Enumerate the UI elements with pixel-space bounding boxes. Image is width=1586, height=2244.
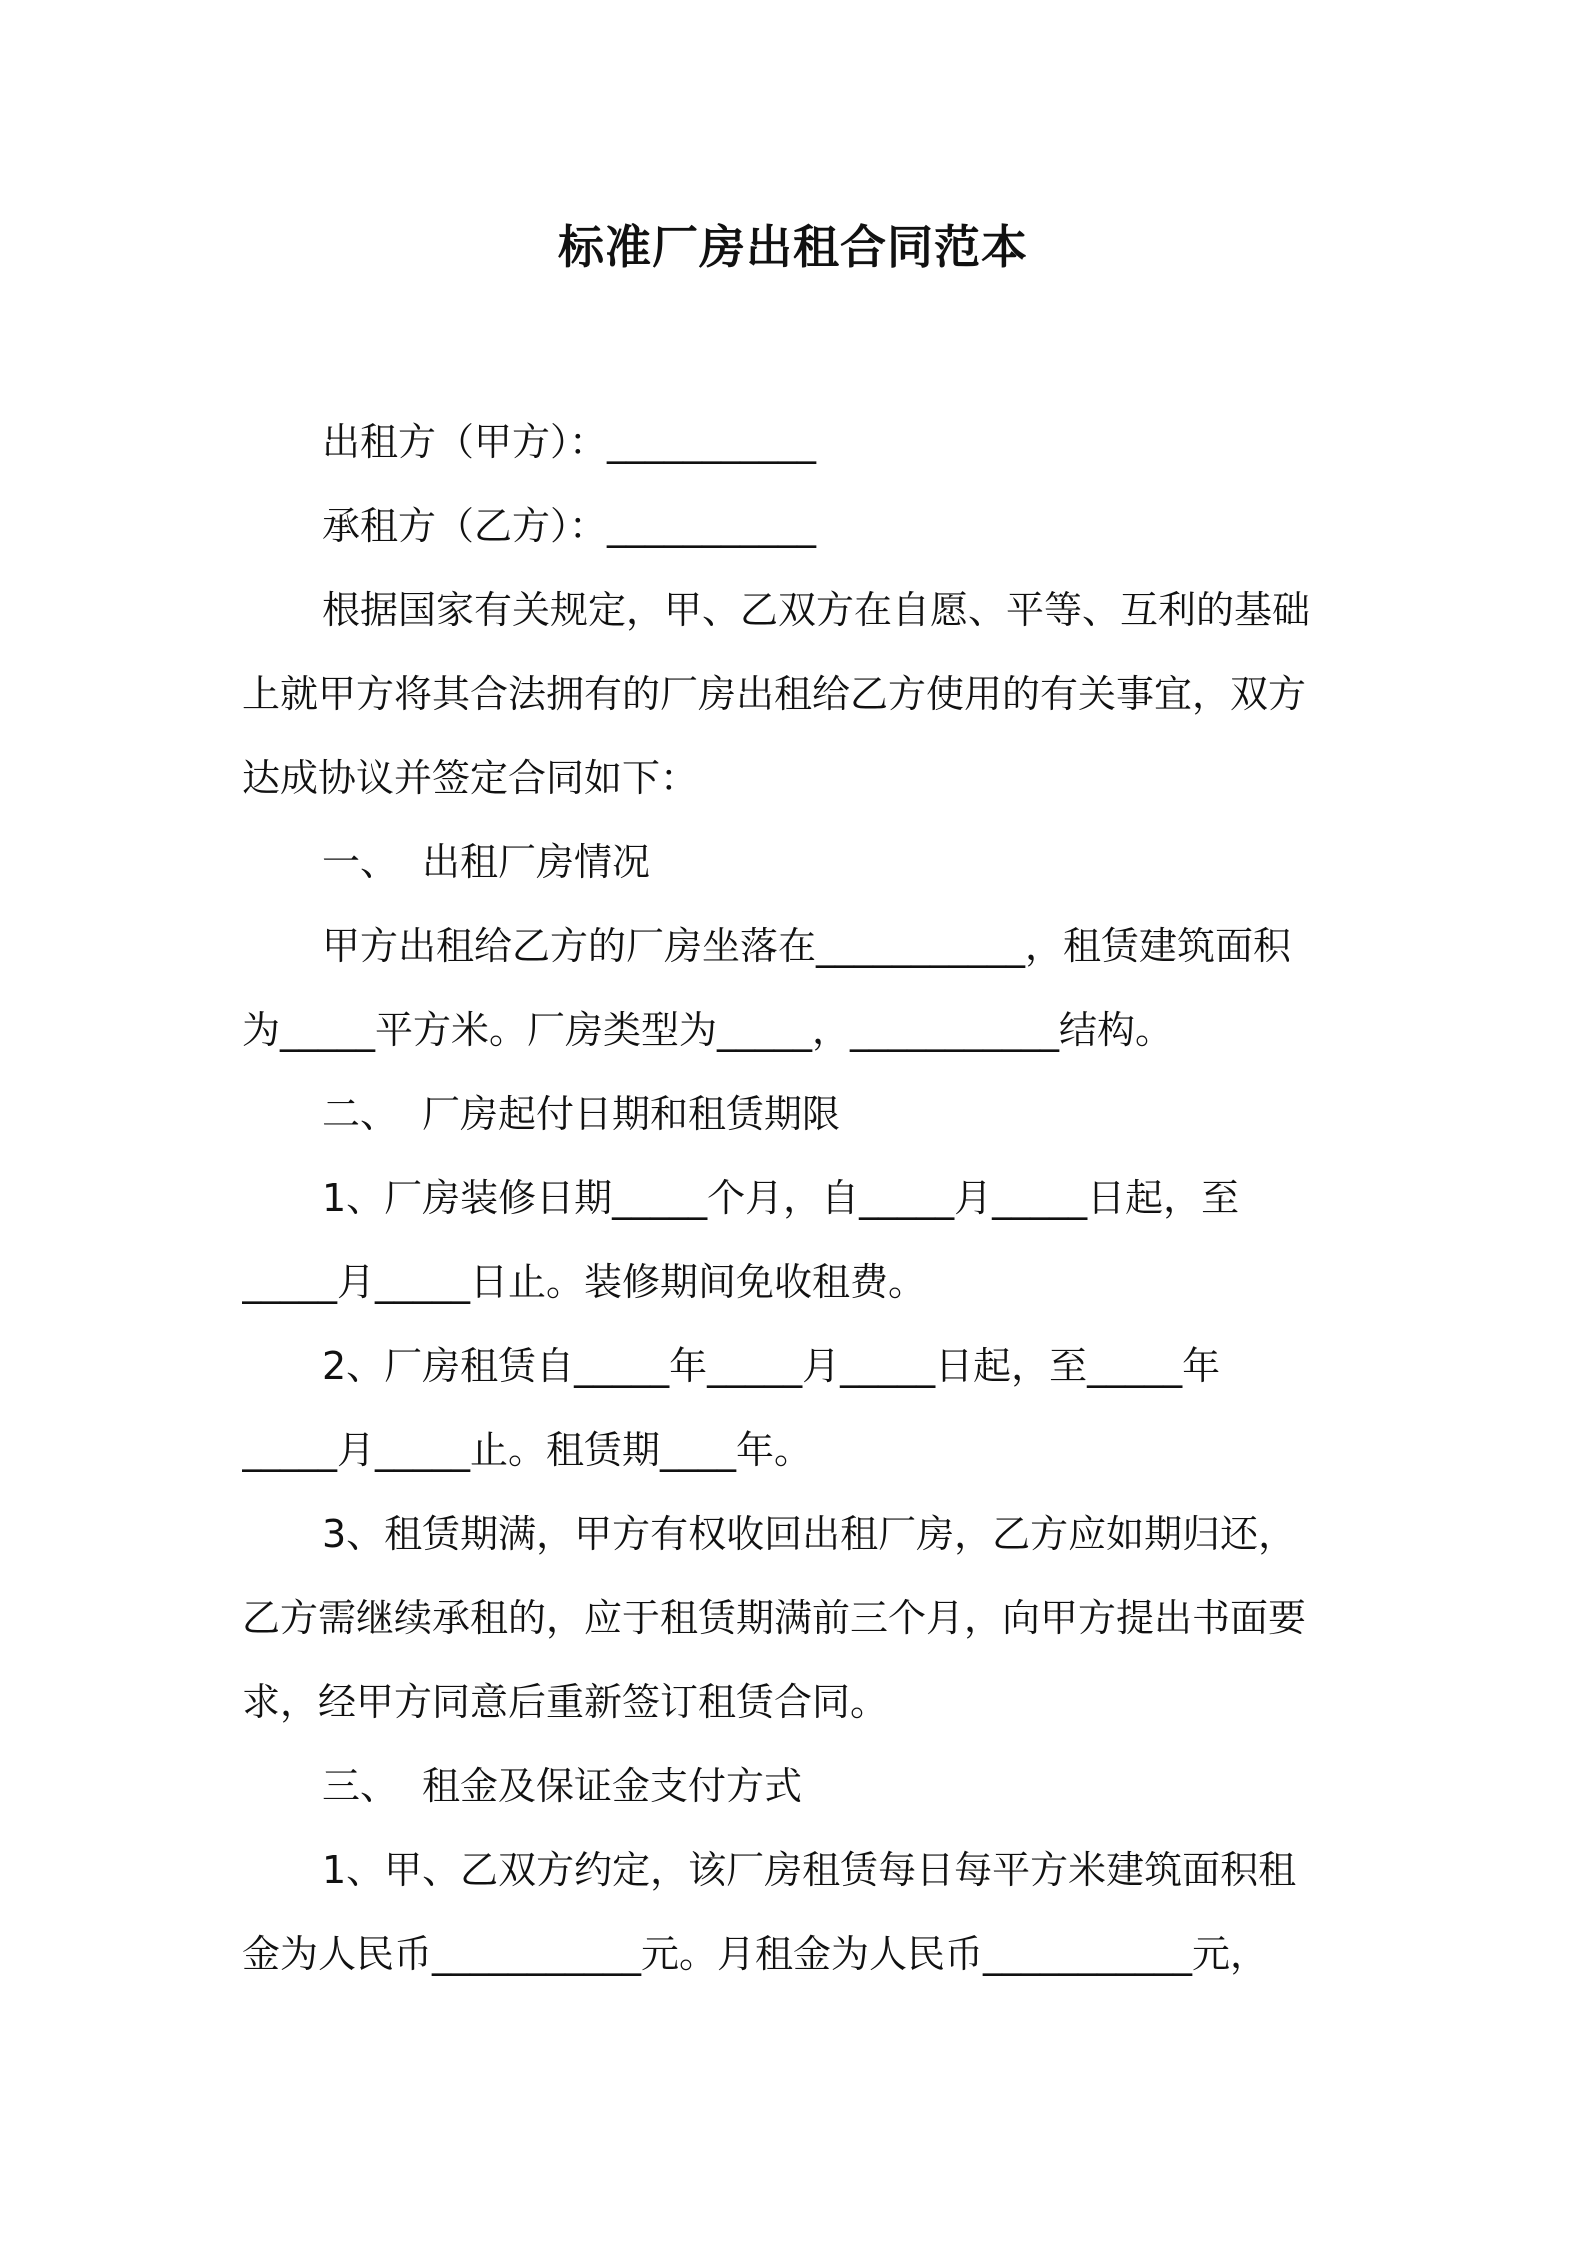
paragraph-line <box>242 1156 1354 1240</box>
paragraph-line <box>242 1912 1354 1996</box>
line-text: 乙方需继续承租的，应于租赁期满前三个月，向甲方提出书面要 <box>242 1596 1307 1640</box>
line-text: 1、厂房装修日期_____个月，自_____月_____日起，至 <box>322 1176 1240 1220</box>
document-body <box>242 400 1354 1996</box>
paragraph-line <box>242 988 1354 1072</box>
section-number: 一、 <box>322 840 399 884</box>
line-text: 厂房起付日期和租赁期限 <box>422 1092 841 1136</box>
line-text: 3、租赁期满，甲方有权收回出租厂房，乙方应如期归还， <box>322 1512 1297 1556</box>
line-text: 达成协议并签定合同如下： <box>242 756 699 800</box>
paragraph-line <box>242 1576 1354 1660</box>
paragraph-line <box>242 1492 1354 1576</box>
section-number: 三、 <box>322 1764 399 1808</box>
paragraph-line <box>242 568 1354 652</box>
paragraph-line <box>242 1240 1354 1324</box>
line-text: 为_____平方米。厂房类型为_____，___________结构。 <box>242 1008 1174 1052</box>
paragraph-line <box>242 1660 1354 1744</box>
line-text: 承租方（乙方）：___________ <box>322 504 817 548</box>
line-text: 出租厂房情况 <box>422 840 651 884</box>
line-text: 上就甲方将其合法拥有的厂房出租给乙方使用的有关事宜，双方 <box>242 672 1307 716</box>
paragraph-line <box>242 1324 1354 1408</box>
line-text: _____月_____止。租赁期____年。 <box>242 1428 813 1472</box>
line-text: 租金及保证金支付方式 <box>422 1764 803 1808</box>
paragraph-line <box>242 484 1354 568</box>
line-text: 根据国家有关规定，甲、乙双方在自愿、平等、互利的基础 <box>322 588 1311 632</box>
line-text: 甲方出租给乙方的厂房坐落在___________，租赁建筑面积 <box>322 924 1292 968</box>
line-text: 求，经甲方同意后重新签订租赁合同。 <box>242 1680 889 1724</box>
paragraph-line <box>242 652 1354 736</box>
line-text: 金为人民币___________元。月租金为人民币___________元， <box>242 1932 1269 1976</box>
document-title: 标准厂房出租合同范本 <box>558 220 1028 274</box>
section-heading <box>242 1072 1354 1156</box>
paragraph-line <box>242 1408 1354 1492</box>
line-text: _____月_____日止。装修期间免收租费。 <box>242 1260 927 1304</box>
paragraph-line <box>242 1828 1354 1912</box>
section-number: 二、 <box>322 1092 399 1136</box>
paragraph-line <box>242 400 1354 484</box>
line-text: 2、厂房租赁自_____年_____月_____日起，至_____年 <box>322 1344 1221 1388</box>
paragraph-line <box>242 904 1354 988</box>
section-heading <box>242 1744 1354 1828</box>
paragraph-line <box>242 736 1354 820</box>
section-heading <box>242 820 1354 904</box>
line-text: 出租方（甲方）：___________ <box>322 420 817 464</box>
line-text: 1、甲、乙双方约定，该厂房租赁每日每平方米建筑面积租 <box>322 1848 1297 1892</box>
